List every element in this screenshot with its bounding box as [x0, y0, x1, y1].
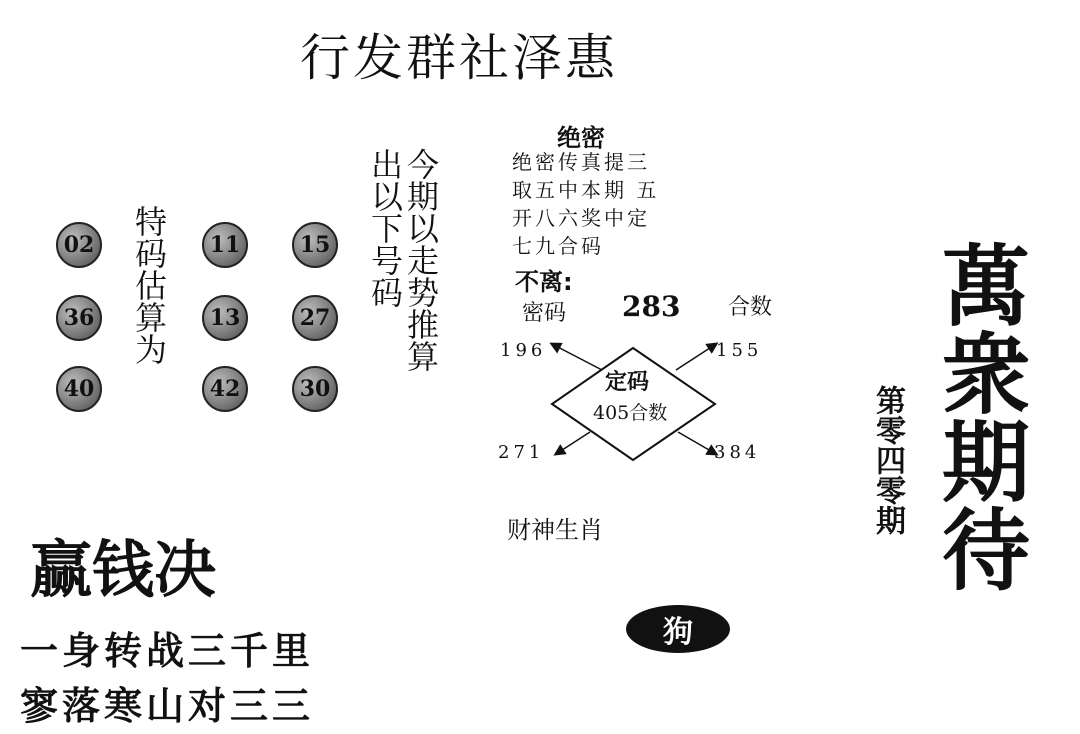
- mima-value: 283: [622, 290, 681, 323]
- secret-line: 七九合码: [512, 234, 604, 258]
- number-ball: 13: [202, 295, 248, 341]
- caishen-label: 财神生肖: [507, 516, 603, 544]
- trend-text-col1: 今期以走势推算: [402, 148, 440, 372]
- number-ball: 27: [292, 295, 338, 341]
- corner-br: 384: [714, 442, 761, 463]
- big-slogan: 萬衆期待: [928, 240, 1032, 592]
- number-ball: 42: [202, 366, 248, 412]
- estimate-label: 特码估算为: [130, 205, 168, 365]
- number-ball: 40: [56, 366, 102, 412]
- corner-tr: 155: [716, 340, 763, 361]
- dingma-value: 405合数: [593, 402, 668, 424]
- issue-number: 第零四零期: [870, 385, 905, 535]
- secret-line: 取五中本期 五: [512, 178, 660, 202]
- poem-line: 寥落寒山对三三: [20, 683, 315, 728]
- secret-line: 绝密传真提三: [512, 150, 650, 174]
- heshu-label: 合数: [728, 295, 773, 320]
- corner-bl: 271: [498, 442, 545, 463]
- zodiac-badge: 狗: [626, 605, 730, 653]
- number-ball: 15: [292, 222, 338, 268]
- corner-tl: 196: [500, 340, 547, 361]
- win-title: 赢钱决: [30, 533, 217, 606]
- secret-title: 绝密: [557, 124, 605, 152]
- number-ball: 11: [202, 222, 248, 268]
- number-ball: 36: [56, 295, 102, 341]
- page-title: 行发群社泽惠: [300, 29, 618, 87]
- buli-label: 不离:: [515, 268, 573, 296]
- poem-line: 一身转战三千里: [20, 628, 315, 673]
- number-ball: 02: [56, 222, 102, 268]
- number-ball: 30: [292, 366, 338, 412]
- trend-text-col2: 出以下号码: [366, 148, 404, 308]
- secret-line: 开八六奖中定: [512, 206, 650, 230]
- dingma-label: 定码: [605, 370, 650, 395]
- mima-label: 密码: [522, 301, 567, 326]
